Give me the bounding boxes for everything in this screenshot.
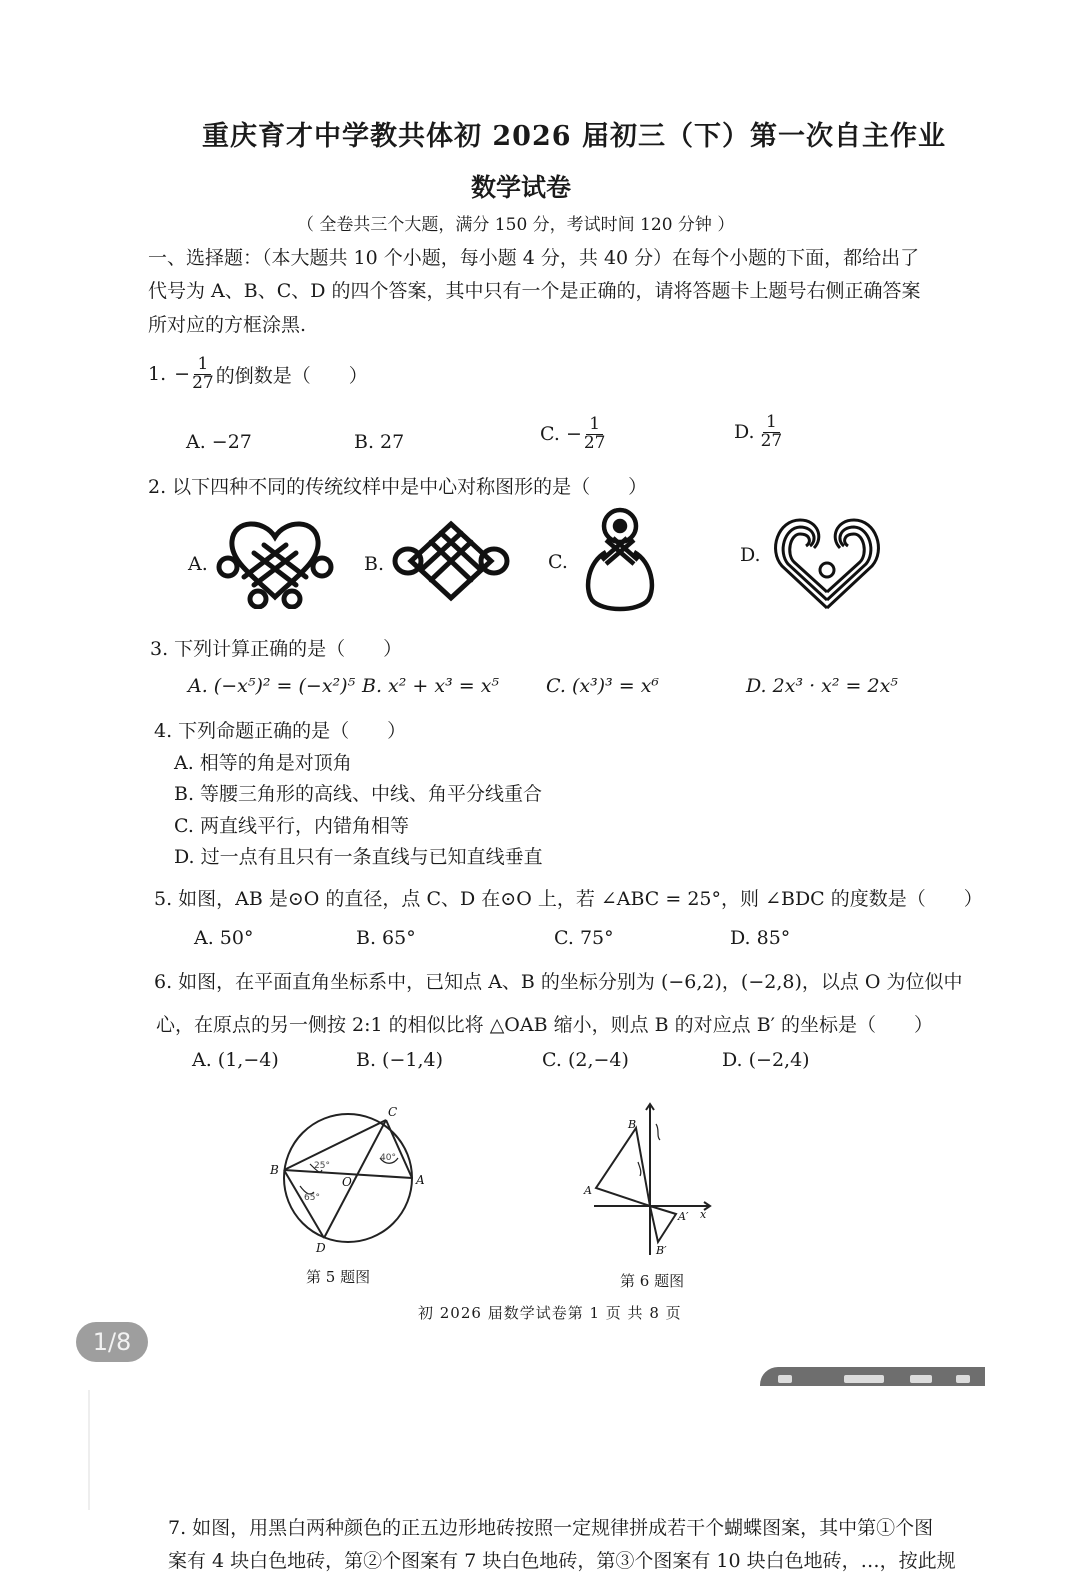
fig5-handwritten-65: 65° (304, 1193, 320, 1203)
q4-option-a: A. 相等的角是对顶角 (174, 752, 352, 774)
fig6-label-x: x (700, 1208, 707, 1221)
q3-option-b: B. x² + x³ = x⁵ (362, 675, 500, 697)
q5-option-b: B. 65° (356, 927, 416, 949)
chord-ca (386, 1120, 412, 1178)
fig5-handwritten-40: 40° (380, 1153, 396, 1163)
question-5-text: 5. 如图，AB 是⊙O 的直径，点 C、D 在⊙O 上，若 ∠ABC = 25°，则 ∠BDC 的度数是（ ） (154, 888, 983, 910)
heart-knot-pattern-icon (214, 515, 336, 609)
page-edge-shadow (88, 1390, 90, 1510)
fig5-label-b: B (270, 1163, 279, 1177)
figure-5-caption: 第 5 题图 (306, 1268, 371, 1286)
q5-option-c: C. 75° (554, 927, 614, 949)
question-1-fraction (192, 356, 214, 393)
fig5-label-o: O (342, 1175, 352, 1189)
fig5-label-d: D (316, 1241, 326, 1255)
q1-option-d-label: D. (734, 421, 755, 444)
q2-option-d-label: D. (740, 544, 761, 566)
ruyi-cloud-pattern-icon (770, 514, 884, 614)
exam-note: （ 全卷共三个大题，满分 150 分，考试时间 120 分钟 ） (297, 215, 735, 235)
question-1-text: 的倒数是（ ） (215, 364, 368, 387)
q6-option-a: A. (1,−4) (192, 1049, 279, 1071)
exam-subtitle: 数学试卷 (471, 173, 572, 202)
q3-option-c: C. (x³)³ = x⁶ (546, 675, 660, 697)
section-instructions-line2: 代号为 A、B、C、D 的四个答案，其中只有一个是正确的，请将答题卡上题号右侧正确答案 (148, 280, 921, 302)
section-instructions-line1: 一、选择题：（本大题共 10 个小题，每小题 4 分，共 40 分）在每个小题的下面，都给出了 (148, 247, 920, 269)
q4-option-d: D. 过一点有且只有一条直线与已知直线垂直 (174, 846, 543, 868)
figure-5-circle-diagram (262, 1100, 432, 1260)
q1-option-d-fraction (761, 414, 783, 451)
page-indicator-badge[interactable]: 1/8 (76, 1322, 148, 1362)
q5-option-d: D. 85° (730, 927, 791, 949)
fraction-denominator: 27 (192, 372, 214, 393)
q1-option-c (540, 416, 608, 453)
q3-option-a: A. (−x⁵)² = (−x²)⁵ (188, 675, 356, 697)
triangle-oa2b2 (650, 1206, 676, 1242)
fraction-numerator: 1 (586, 416, 603, 435)
exam-title: 重庆育才中学教共体初 2026 届初三（下）第一次自主作业 (202, 121, 946, 152)
q6-option-c: C. (2,−4) (542, 1049, 629, 1071)
question-3-text: 3. 下列计算正确的是（ ） (150, 638, 403, 660)
endless-knot-pattern-icon (392, 518, 510, 604)
q1-option-a: A. −27 (186, 431, 252, 453)
gourd-pattern-icon (580, 504, 660, 614)
figure-6-caption: 第 6 题图 (620, 1272, 685, 1290)
fraction-denominator: 27 (760, 430, 783, 451)
fig6-label-b: B (628, 1118, 637, 1131)
page-footer: 初 2026 届数学试卷第 1 页 共 8 页 (418, 1304, 682, 1322)
fig6-label-b-prime: B′ (656, 1244, 667, 1257)
question-4-text: 4. 下列命题正确的是（ ） (154, 720, 407, 742)
fraction-numerator: 1 (194, 356, 211, 375)
fig6-label-a-prime: A′ (678, 1210, 689, 1223)
q1-option-c-fraction (584, 416, 606, 453)
q4-option-b: B. 等腰三角形的高线、中线、角平分线重合 (174, 783, 543, 805)
question-2-text: 2. 以下四种不同的传统纹样中是中心对称图形的是（ ） (148, 476, 648, 498)
q1-option-b: B. 27 (354, 431, 405, 453)
figure-6-coordinate-diagram (580, 1100, 720, 1260)
question-7-line1: 7. 如图，用黑白两种颜色的正五边形地砖按照一定规律拼成若干个蝴蝶图案，其中第①个图 (168, 1517, 934, 1539)
question-7-line2: 案有 4 块白色地砖，第②个图案有 7 块白色地砖，第③个图案有 10 块白色地砖，…，按此规 (168, 1550, 956, 1572)
chord-cd (324, 1120, 386, 1238)
triangle-oab (596, 1128, 650, 1206)
fig5-label-c: C (388, 1105, 398, 1119)
q6-option-d: D. (−2,4) (722, 1049, 810, 1071)
question-1-minus: − (174, 363, 191, 386)
q4-option-c: C. 两直线平行，内错角相等 (174, 815, 409, 837)
question-1 (148, 356, 368, 393)
q1-option-d (734, 414, 784, 451)
q2-option-a-label: A. (188, 553, 208, 575)
fraction-numerator: 1 (763, 414, 780, 433)
q1-option-c-label: C. − (540, 423, 582, 446)
fig5-handwritten-25: 25° (314, 1161, 330, 1171)
fig6-label-a: A (584, 1184, 592, 1197)
chord-bc (284, 1120, 386, 1170)
question-6-line1: 6. 如图，在平面直角坐标系中，已知点 A、B 的坐标分别为 (−6,2)，(−2,8)，以点 O 为位似中 (154, 971, 963, 993)
q2-option-b-label: B. (364, 553, 385, 575)
q5-option-a: A. 50° (194, 927, 254, 949)
q2-option-c-label: C. (548, 551, 568, 573)
fig5-label-a: A (416, 1173, 425, 1187)
question-6-line2: 心，在原点的另一侧按 2:1 的相似比将 △OAB 缩小，则点 B 的对应点 B′ 的坐标是（ ） (156, 1014, 934, 1036)
q3-option-d: D. 2x³ · x² = 2x⁵ (746, 675, 898, 697)
section-instructions-line3: 所对应的方框涂黑. (148, 314, 307, 336)
question-1-number: 1. (148, 363, 167, 386)
fraction-denominator: 27 (583, 432, 606, 453)
q6-option-b: B. (−1,4) (356, 1049, 444, 1071)
